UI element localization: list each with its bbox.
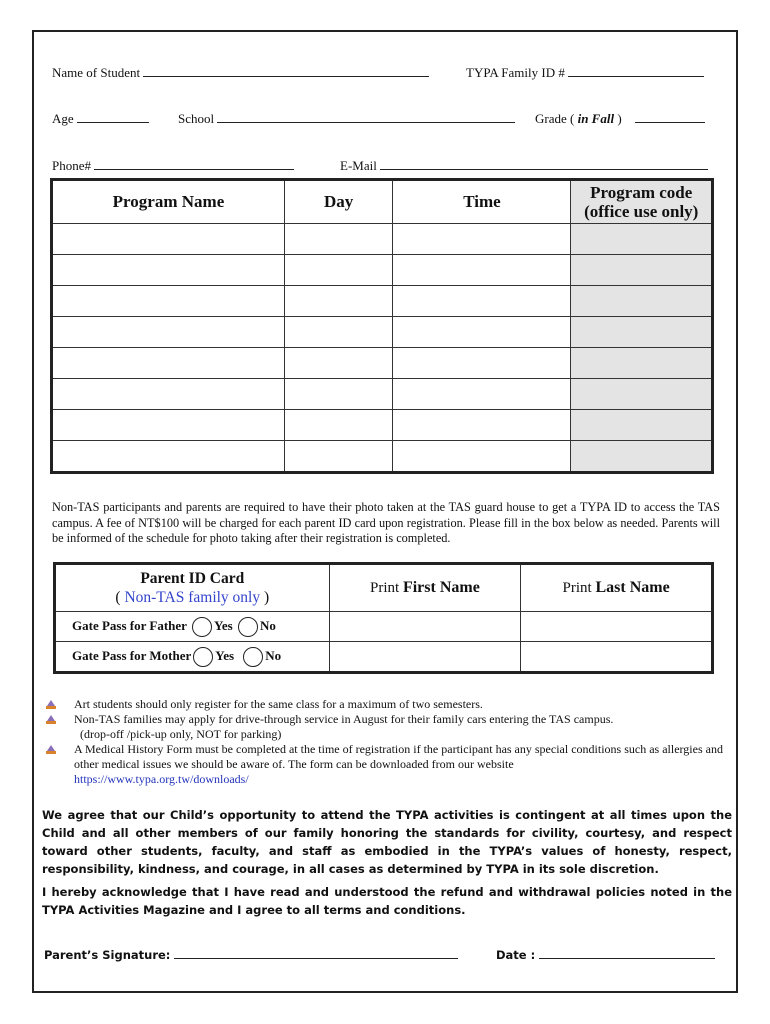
family-id-field[interactable]: [466, 64, 704, 81]
table-row[interactable]: [52, 255, 713, 286]
date-line[interactable]: [539, 946, 715, 959]
last-name-prefix: Print: [562, 580, 592, 596]
first-name-header: [329, 564, 521, 612]
subtitle-open: (: [115, 589, 121, 606]
program-code-cell: [571, 410, 713, 441]
time-cell[interactable]: [393, 224, 571, 255]
program-code-cell: [571, 441, 713, 473]
grade-line[interactable]: [635, 110, 705, 123]
date-label: Date :: [496, 948, 536, 962]
day-cell[interactable]: [284, 379, 392, 410]
mother-last-name-cell[interactable]: [521, 642, 713, 673]
time-cell[interactable]: [393, 286, 571, 317]
date-field[interactable]: [496, 946, 715, 962]
school-line[interactable]: [217, 110, 515, 123]
mother-no-label: No: [265, 647, 282, 663]
phone-line[interactable]: [94, 157, 294, 170]
program-code-cell: [571, 348, 713, 379]
program-code-header-line2: (office use only): [584, 202, 699, 221]
parent-id-card-title: Parent ID Card: [140, 570, 245, 587]
parent-id-table: [53, 562, 714, 674]
time-header: Time: [393, 180, 571, 224]
email-field[interactable]: [340, 157, 708, 174]
mother-gate-pass: [55, 642, 330, 673]
day-cell[interactable]: [284, 255, 392, 286]
program-code-cell: [571, 317, 713, 348]
program-name-cell[interactable]: [52, 379, 285, 410]
list-item: [46, 742, 736, 787]
table-row[interactable]: [52, 317, 713, 348]
acknowledge-text: I hereby acknowledge that I have read and understood the refund and withdrawal policies noted in the TYPA Activities Magazine and I agree to all terms and conditions.: [42, 885, 732, 917]
father-gate-pass: [55, 612, 330, 642]
time-cell[interactable]: [393, 441, 571, 473]
signature-line[interactable]: [174, 946, 458, 959]
father-last-name-cell[interactable]: [521, 612, 713, 642]
mother-yes-label: Yes: [215, 647, 235, 663]
program-code-cell: [571, 379, 713, 410]
day-cell[interactable]: [284, 286, 392, 317]
list-item: [46, 712, 736, 742]
first-name-prefix: Print: [370, 580, 400, 596]
note-drive-through: Non-TAS families may apply for drive-through service in August for their family cars entering the TAS campus.: [74, 712, 614, 726]
father-no-radio[interactable]: [238, 617, 258, 637]
mother-no-radio[interactable]: [243, 647, 263, 667]
list-item: [46, 697, 736, 712]
program-name-cell[interactable]: [52, 317, 285, 348]
program-code-cell: [571, 255, 713, 286]
email-label: E-Mail: [340, 158, 377, 173]
day-cell[interactable]: [284, 317, 392, 348]
father-gate-label: Gate Pass for Father: [72, 617, 187, 633]
mother-gate-label: Gate Pass for Mother: [72, 647, 192, 663]
family-id-line[interactable]: [568, 64, 704, 77]
program-table-header: [52, 180, 713, 224]
day-cell[interactable]: [284, 410, 392, 441]
grade-label: Grade (: [535, 111, 575, 126]
program-name-cell[interactable]: [52, 441, 285, 473]
mother-row: [55, 642, 713, 673]
mother-yes-radio[interactable]: [193, 647, 213, 667]
table-row[interactable]: [52, 410, 713, 441]
parent-id-card-header: [55, 564, 330, 612]
program-name-cell[interactable]: [52, 410, 285, 441]
bullet-icon: [46, 699, 56, 709]
notes-list: [46, 697, 736, 787]
program-table: [50, 178, 714, 474]
school-label: School: [178, 111, 215, 126]
day-header: Day: [284, 180, 392, 224]
time-cell[interactable]: [393, 255, 571, 286]
signature-field[interactable]: [44, 946, 458, 962]
table-row[interactable]: [52, 224, 713, 255]
signature-label: Parent’s Signature:: [44, 948, 171, 962]
grade-field[interactable]: [535, 110, 705, 127]
table-row[interactable]: [52, 441, 713, 473]
bullet-icon: [46, 744, 56, 754]
day-cell[interactable]: [284, 224, 392, 255]
family-id-label: TYPA Family ID #: [466, 65, 565, 80]
note-medical-form: A Medical History Form must be completed at the time of registration if the participant has any special conditions such as allergies and other medical issues we should be aware of. The form can be downloaded from our website: [74, 742, 723, 771]
non-tas-subtitle: Non-TAS family only: [124, 589, 261, 606]
phone-label: Phone#: [52, 158, 91, 173]
program-name-header: Program Name: [52, 180, 285, 224]
time-cell[interactable]: [393, 348, 571, 379]
grade-fall: in Fall: [577, 111, 615, 126]
mother-first-name-cell[interactable]: [329, 642, 521, 673]
email-line[interactable]: [380, 157, 708, 170]
program-code-header-line1: Program code: [590, 183, 693, 202]
father-row: [55, 612, 713, 642]
program-name-cell[interactable]: [52, 286, 285, 317]
program-code-cell: [571, 286, 713, 317]
student-name-field[interactable]: [52, 64, 429, 81]
note-drive-through-detail: (drop-off /pick-up only, NOT for parking): [80, 727, 282, 741]
last-name-bold: Last Name: [595, 579, 670, 596]
downloads-link[interactable]: https://www.typa.org.tw/downloads/: [74, 772, 249, 786]
first-name-bold: First Name: [402, 579, 480, 596]
father-yes-radio[interactable]: [192, 617, 212, 637]
program-name-cell[interactable]: [52, 255, 285, 286]
time-cell[interactable]: [393, 410, 571, 441]
last-name-header: [521, 564, 713, 612]
program-name-cell[interactable]: [52, 348, 285, 379]
school-field[interactable]: [178, 110, 515, 127]
agreement-text: We agree that our Child’s opportunity to attend the TYPA activities is contingent at all times upon the Child and all other members of our family honoring the standards for civility, courtesy, and respect toward other students, faculty, and staff as embodied in the TYPA’s values of honesty, respect, responsibility, kindness, and courage, in all cases as determined by TYPA in its sole discretion.: [42, 808, 732, 876]
program-name-cell[interactable]: [52, 224, 285, 255]
program-code-cell: [571, 224, 713, 255]
student-name-line[interactable]: [143, 64, 429, 77]
age-label: Age: [52, 111, 74, 126]
phone-field[interactable]: [52, 157, 294, 174]
age-line[interactable]: [77, 110, 149, 123]
table-row[interactable]: [52, 348, 713, 379]
bullet-icon: [46, 714, 56, 724]
table-row[interactable]: [52, 286, 713, 317]
father-no-label: No: [259, 617, 276, 633]
father-yes-label: Yes: [213, 617, 233, 633]
photo-notice: Non-TAS participants and parents are required to have their photo taken at the TAS guard house to get a TYPA ID to access the TAS campus. A fee of NT$100 will be charged for each parent ID card upon registration. Please fill in the box below as needed. Parents will be informed of the schedule for photo taking after their registration is completed.: [52, 500, 720, 545]
day-cell[interactable]: [284, 441, 392, 473]
table-row[interactable]: [52, 379, 713, 410]
subtitle-close: ): [264, 589, 270, 606]
parent-table-header: [55, 564, 713, 612]
student-name-label: Name of Student: [52, 65, 141, 80]
day-cell[interactable]: [284, 348, 392, 379]
age-field[interactable]: [52, 110, 149, 127]
program-code-header: [571, 180, 713, 224]
father-first-name-cell[interactable]: [329, 612, 521, 642]
note-art-students: Art students should only register for the same class for a maximum of two semesters.: [74, 697, 483, 711]
time-cell[interactable]: [393, 317, 571, 348]
grade-close: ): [617, 111, 622, 126]
time-cell[interactable]: [393, 379, 571, 410]
